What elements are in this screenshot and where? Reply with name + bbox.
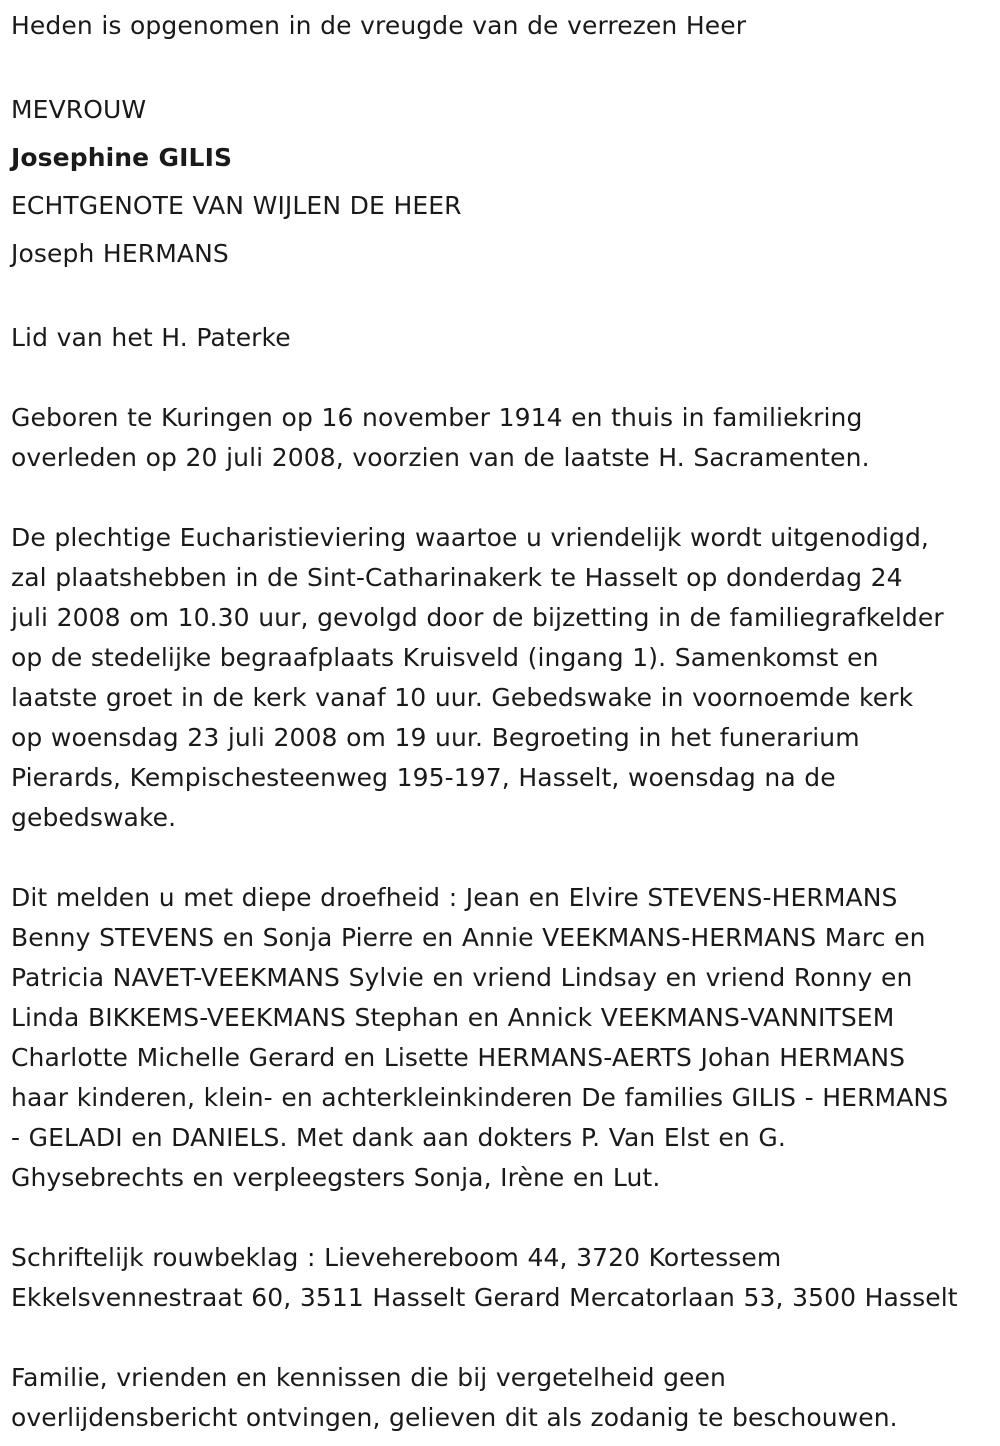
text-line: Dit melden u met diepe droefheid : Jean en Elvire STEVENS-HERMANS: [11, 883, 898, 912]
text-line: Charlotte Michelle Gerard en Lisette HERMANS-AERTS Johan HERMANS: [11, 1043, 906, 1072]
intro-line: Heden is opgenomen in de vreugde van de verrezen Heer: [11, 11, 747, 40]
text-line: overleden op 20 juli 2008, voorzien van de laatste H. Sacramenten.: [11, 443, 870, 472]
membership-line: Lid van het H. Paterke: [11, 323, 291, 352]
deceased-name: Josephine GILIS: [11, 143, 233, 172]
relation-line: ECHTGENOTE VAN WIJLEN DE HEER: [11, 191, 462, 220]
birth-death-paragraph: [11, 398, 1000, 478]
text-line: Patricia NAVET-VEEKMANS Sylvie en vriend Lindsay en vriend Ronny en: [11, 963, 913, 992]
text-line: Ekkelsvennestraat 60, 3511 Hasselt Gerard Mercatorlaan 53, 3500 Hasselt: [11, 1283, 958, 1312]
text-line: Schriftelijk rouwbeklag : Lievehereboom 44, 3720 Kortessem: [11, 1243, 782, 1272]
text-line: overlijdensbericht ontvingen, gelieven dit als zodanig te beschouwen.: [11, 1403, 898, 1432]
text-line: gebedswake.: [11, 803, 177, 832]
text-line: op woensdag 23 juli 2008 om 19 uur. Begroeting in het funerarium: [11, 723, 860, 752]
text-line: juli 2008 om 10.30 uur, gevolgd door de bijzetting in de familiegrafkelder: [11, 603, 944, 632]
text-line: Geboren te Kuringen op 16 november 1914 en thuis in familiekring: [11, 403, 863, 432]
text-line: Benny STEVENS en Sonja Pierre en Annie VEEKMANS-HERMANS Marc en: [11, 923, 926, 952]
text-line: laatste groet in de kerk vanaf 10 uur. Gebedswake in voornoemde kerk: [11, 683, 914, 712]
text-line: Linda BIKKEMS-VEEKMANS Stephan en Annick VEEKMANS-VANNITSEM: [11, 1003, 895, 1032]
text-line: op de stedelijke begraafplaats Kruisveld (ingang 1). Samenkomst en: [11, 643, 879, 672]
condolences-paragraph: [11, 1238, 1000, 1318]
spacer: [11, 46, 1000, 86]
family-paragraph: [11, 878, 1000, 1198]
title-prefix: MEVROUW: [11, 95, 147, 124]
text-line: zal plaatshebben in de Sint-Catharinakerk te Hasselt op donderdag 24: [11, 563, 903, 592]
spacer: [11, 838, 1000, 878]
text-line: Ghysebrechts en verpleegsters Sonja, Irène en Lut.: [11, 1163, 661, 1192]
text-line: Pierards, Kempischesteenweg 195-197, Hasselt, woensdag na de: [11, 763, 836, 792]
spacer: [11, 358, 1000, 398]
closing-paragraph: [11, 1358, 1000, 1438]
spacer: [11, 1198, 1000, 1238]
spouse-name: Joseph HERMANS: [11, 239, 229, 268]
spacer: [11, 278, 1000, 318]
text-line: haar kinderen, klein- en achterkleinkinderen De families GILIS - HERMANS: [11, 1083, 949, 1112]
ceremony-paragraph: [11, 518, 1000, 838]
spacer: [11, 1318, 1000, 1358]
text-line: - GELADI en DANIELS. Met dank aan dokters P. Van Elst en G.: [11, 1123, 786, 1152]
text-line: De plechtige Eucharistieviering waartoe u vriendelijk wordt uitgenodigd,: [11, 523, 929, 552]
spacer: [11, 478, 1000, 518]
text-line: Familie, vrienden en kennissen die bij vergetelheid geen: [11, 1363, 726, 1392]
